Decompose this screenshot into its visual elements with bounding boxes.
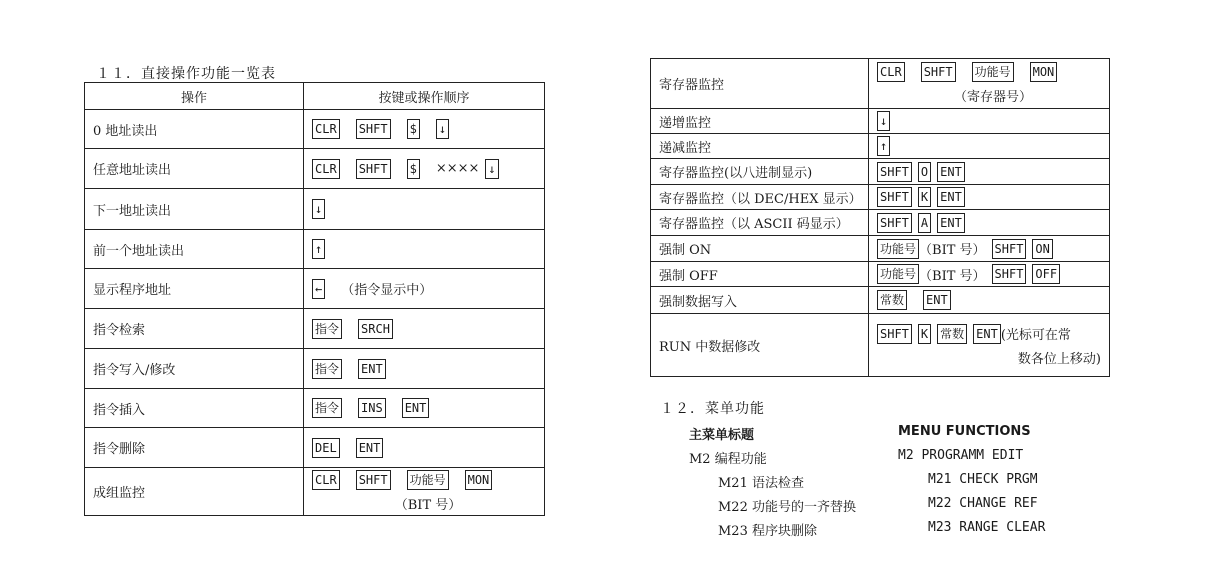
menu-item-en: M22 CHANGE REF <box>928 496 1038 511</box>
table-row <box>651 185 1110 210</box>
table-row <box>651 109 1110 134</box>
key-line <box>312 279 544 299</box>
operation-label: 指令检索 <box>85 309 304 349</box>
key-box: INS <box>358 398 386 418</box>
key-sequence <box>869 159 1110 185</box>
menu-item-en: M21 CHECK PRGM <box>928 472 1038 487</box>
table-row <box>85 309 545 349</box>
key-sequence <box>869 134 1110 159</box>
right-operation-table <box>650 58 1110 377</box>
key-box: $ <box>407 119 420 139</box>
key-line <box>877 213 1109 233</box>
operation-label: 强制 ON <box>651 236 869 262</box>
operation-label: 任意地址读出 <box>85 149 304 189</box>
table-row <box>651 159 1110 185</box>
key-line <box>312 470 544 490</box>
key-box: 常数 <box>877 290 907 310</box>
menu-item-en: M23 RANGE CLEAR <box>928 520 1046 535</box>
menu-head-en: MENU FUNCTIONS <box>898 424 1031 439</box>
key-box: 功能号 <box>877 239 919 259</box>
key-line <box>877 324 1109 344</box>
key-box: ↑ <box>312 239 325 259</box>
key-line <box>312 159 544 179</box>
key-sequence <box>304 230 545 269</box>
key-box: 指令 <box>312 319 342 339</box>
key-box: MON <box>465 470 493 490</box>
key-box: SHFT <box>877 187 912 207</box>
key-box: $ <box>407 159 420 179</box>
operation-label: RUN 中数据修改 <box>651 314 869 377</box>
key-sequence <box>304 269 545 309</box>
key-box: SHFT <box>877 162 912 182</box>
key-box: ↓ <box>877 111 890 131</box>
key-line <box>312 359 544 379</box>
table-row <box>85 389 545 428</box>
key-box: ← <box>312 279 325 299</box>
key-note: （BIT 号） <box>919 268 986 284</box>
operation-label: 指令插入 <box>85 389 304 428</box>
key-sequence <box>304 189 545 230</box>
key-line <box>312 199 544 219</box>
key-box: SHFT <box>356 159 391 179</box>
key-box: ↓ <box>436 119 449 139</box>
key-note-line2: （BIT 号） <box>394 498 462 513</box>
key-box: ENT <box>356 438 384 458</box>
key-box: SHFT <box>992 264 1027 284</box>
key-line <box>877 62 1109 82</box>
key-sequence <box>304 110 545 149</box>
operation-label: 强制 OFF <box>651 262 869 287</box>
table-row <box>651 210 1110 236</box>
key-box: SHFT <box>356 119 391 139</box>
operation-label: 0 地址读出 <box>85 110 304 149</box>
key-line <box>877 239 1109 259</box>
key-box: ENT <box>402 398 430 418</box>
key-note-line2: （寄存器号） <box>953 90 1032 105</box>
operation-label: 递减监控 <box>651 134 869 159</box>
header-keys: 按键或操作顺序 <box>304 83 545 110</box>
key-note: （指令显示中） <box>341 283 433 298</box>
key-box: ENT <box>973 324 1001 344</box>
table-row <box>651 262 1110 287</box>
operation-label: 寄存器监控（以 ASCII 码显示） <box>651 210 869 236</box>
key-sequence <box>869 287 1110 314</box>
operation-label: 成组监控 <box>85 468 304 516</box>
key-line <box>312 438 544 458</box>
key-sequence <box>304 428 545 468</box>
key-box: 指令 <box>312 398 342 418</box>
table-row <box>85 468 545 516</box>
key-box: K <box>918 324 931 344</box>
key-sequence <box>869 210 1110 236</box>
key-box: 功能号 <box>407 470 449 490</box>
table-row <box>651 236 1110 262</box>
key-box: ENT <box>358 359 386 379</box>
operation-label: 寄存器监控 <box>651 59 869 109</box>
menu-item-cn: M21 语法检查 <box>718 476 804 491</box>
operation-label: 递增监控 <box>651 109 869 134</box>
key-sequence <box>304 149 545 189</box>
key-box: SHFT <box>356 470 391 490</box>
key-box: CLR <box>877 62 905 82</box>
menu-item-en: M2 PROGRAMM EDIT <box>898 448 1024 463</box>
key-box: K <box>918 187 931 207</box>
key-box: ↓ <box>312 199 325 219</box>
key-box: OFF <box>1032 264 1060 284</box>
key-box: ENT <box>937 162 965 182</box>
key-line <box>877 136 1109 156</box>
operation-label: 前一个地址读出 <box>85 230 304 269</box>
table-row <box>651 287 1110 314</box>
operation-label: 下一地址读出 <box>85 189 304 230</box>
key-box: 指令 <box>312 359 342 379</box>
key-note-line2: 数各位上移动) <box>1017 351 1101 367</box>
operation-label: 寄存器监控(以八进制显示) <box>651 159 869 185</box>
key-box: DEL <box>312 438 340 458</box>
key-sequence <box>304 349 545 389</box>
key-line <box>312 119 544 139</box>
key-box: ENT <box>923 290 951 310</box>
table-row <box>85 189 545 230</box>
key-box: ON <box>1032 239 1052 259</box>
key-line <box>877 290 1109 310</box>
menu-item-cn: M2 编程功能 <box>689 452 767 467</box>
key-sequence <box>869 59 1110 109</box>
menu-item-cn: M23 程序块删除 <box>718 524 817 539</box>
key-sequence <box>869 185 1110 210</box>
key-box: ENT <box>937 187 965 207</box>
key-box: ↓ <box>485 159 498 179</box>
key-line <box>312 398 544 418</box>
table-row <box>85 428 545 468</box>
operation-label: 强制数据写入 <box>651 287 869 314</box>
key-note: （BIT 号） <box>919 243 986 258</box>
table-row <box>651 314 1110 377</box>
key-line <box>312 239 544 259</box>
key-sequence <box>304 309 545 349</box>
header-operation: 操作 <box>85 83 304 110</box>
key-sequence <box>869 236 1110 262</box>
key-line <box>312 319 544 339</box>
table-row <box>651 59 1110 109</box>
menu-section-title: １２．菜单功能 <box>660 401 765 417</box>
key-sequence <box>304 389 545 428</box>
menu-item-cn: M22 功能号的一齐替换 <box>718 500 856 515</box>
key-box: ↑ <box>877 136 890 156</box>
key-line <box>877 111 1109 131</box>
left-operation-table <box>84 82 545 516</box>
table-row <box>651 134 1110 159</box>
key-sequence <box>869 262 1110 287</box>
key-box: SHFT <box>992 239 1027 259</box>
key-box: CLR <box>312 159 340 179</box>
key-line <box>877 187 1109 207</box>
operation-label: 指令删除 <box>85 428 304 468</box>
table-row <box>85 110 545 149</box>
operation-label: 指令写入/修改 <box>85 349 304 389</box>
table-row <box>85 349 545 389</box>
operation-label: 显示程序地址 <box>85 269 304 309</box>
key-box: 功能号 <box>877 264 919 284</box>
key-box: 常数 <box>937 324 967 344</box>
key-box: O <box>918 162 931 182</box>
key-box: SHFT <box>877 324 912 344</box>
table-row <box>85 269 545 309</box>
key-note: ×××× <box>435 161 480 176</box>
key-note: (光标可在常 <box>1000 328 1071 343</box>
key-box: SHFT <box>921 62 956 82</box>
key-box: MON <box>1030 62 1058 82</box>
key-box: SRCH <box>358 319 393 339</box>
key-box: ENT <box>937 213 965 233</box>
key-box: CLR <box>312 470 340 490</box>
key-box: SHFT <box>877 213 912 233</box>
key-box: 功能号 <box>972 62 1014 82</box>
table-row <box>85 149 545 189</box>
key-box: CLR <box>312 119 340 139</box>
left-section-title: １１．直接操作功能一览表 <box>96 66 276 82</box>
key-sequence <box>869 314 1110 377</box>
key-line <box>877 264 1109 284</box>
key-line <box>877 162 1109 182</box>
operation-label: 寄存器监控（以 DEC/HEX 显示） <box>651 185 869 210</box>
menu-head-cn: 主菜单标题 <box>689 428 755 443</box>
key-box: A <box>918 213 931 233</box>
key-sequence <box>869 109 1110 134</box>
key-sequence <box>304 468 545 516</box>
table-row <box>85 230 545 269</box>
